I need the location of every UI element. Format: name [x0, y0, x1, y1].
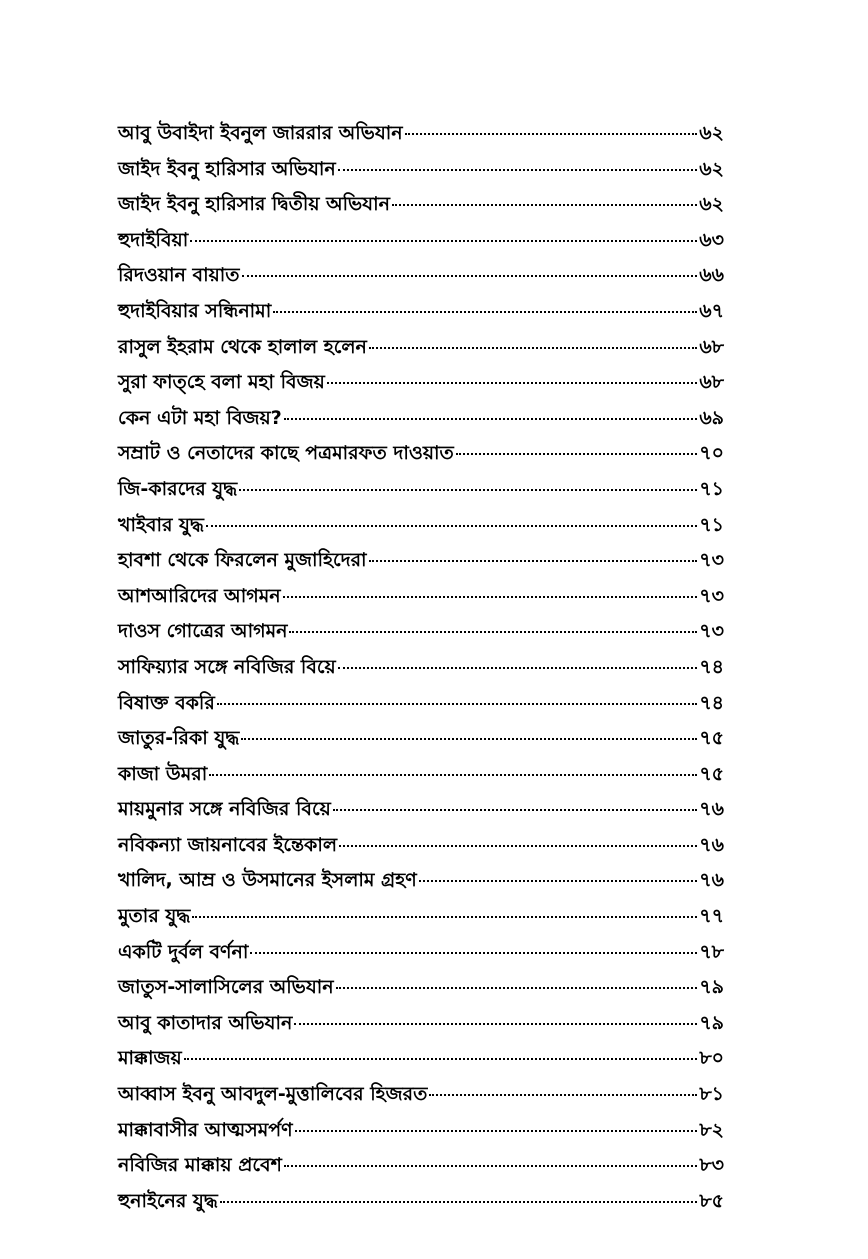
entry-title: সাফিয়্যার সঙ্গে নবিজির বিয়ে	[118, 655, 336, 678]
entry-page-number: ৬২	[699, 122, 724, 144]
entry-page-number: ৭৫	[699, 727, 724, 750]
entry-title: মায়মুনার সঙ্গে নবিজির বিয়ে	[118, 798, 331, 821]
dot-leader	[242, 275, 698, 277]
entry-title: কাজা উমরা	[118, 762, 208, 785]
toc-entry	[118, 258, 724, 294]
entry-page-number: ৭৪	[699, 691, 724, 714]
toc-entry	[118, 365, 724, 401]
toc-entry	[118, 1148, 724, 1184]
toc-entry	[118, 970, 724, 1006]
entry-page-number: ৭১	[699, 477, 724, 500]
entry-page-number: ৭৬	[699, 833, 724, 856]
toc-entry	[118, 223, 724, 259]
dot-leader	[294, 1023, 697, 1025]
entry-page-number: ৭৩	[699, 620, 724, 643]
toc-entry	[118, 935, 724, 971]
entry-page-number: ৮৫	[699, 1189, 724, 1212]
entry-page-number: ৭৫	[699, 762, 724, 785]
entry-page-number: ৬৮	[699, 371, 724, 394]
entry-title: আব্বাস ইবনু আবদুল-মুত্তালিবের হিজরত	[118, 1083, 428, 1106]
entry-title: রাসুল ইহরাম থেকে হালাল হলেন	[118, 335, 367, 358]
toc-entry	[118, 472, 724, 508]
dot-leader	[327, 382, 698, 384]
dot-leader	[429, 1094, 697, 1096]
entry-title: জাতুর-রিকা যুদ্ধ	[118, 727, 240, 750]
toc-entry	[118, 187, 724, 223]
toc-entry	[118, 436, 724, 472]
entry-page-number: ৬২	[699, 157, 724, 180]
dot-leader	[190, 240, 697, 242]
entry-title: সম্রাট ও নেতাদের কাছে পত্রমারফত দাওয়াত	[118, 442, 454, 465]
toc-entry	[118, 1077, 724, 1113]
dot-leader	[295, 1130, 698, 1132]
entry-page-number: ৬৩	[699, 228, 724, 251]
entry-title: নবিকন্যা জায়নাবের ইন্তেকাল	[118, 833, 338, 856]
entry-page-number: ৭৩	[699, 549, 724, 572]
entry-page-number: ৬২	[699, 193, 724, 216]
entry-title: খালিদ, আম্র ও উসমানের ইসলাম গ্রহণ	[118, 869, 417, 892]
entry-page-number: ৬৯	[699, 406, 724, 429]
dot-leader	[369, 347, 697, 349]
entry-title: হুদাইবিয়ার সন্ধিনামা	[118, 299, 272, 322]
dot-leader	[338, 169, 698, 171]
toc-entry	[118, 1113, 724, 1149]
entry-title: একটি দুর্বল বর্ণনা	[118, 940, 249, 963]
entry-page-number: ৭০	[699, 442, 724, 465]
entry-title: মাক্কাবাসীর আত্মসমর্পণ	[118, 1118, 293, 1141]
entry-page-number: ৭৭	[699, 905, 724, 928]
dot-leader	[206, 525, 697, 527]
toc-entry	[118, 579, 724, 615]
entry-title: কেন এটা মহা বিজয়?	[118, 406, 282, 429]
entry-page-number: ৭৯	[699, 1011, 724, 1034]
dot-leader	[339, 845, 697, 847]
entry-page-number: ৮০	[699, 1047, 724, 1070]
dot-leader	[209, 774, 697, 776]
dot-leader	[220, 1201, 698, 1203]
entry-page-number: ৬৬	[699, 264, 724, 287]
entry-title: হুদাইবিয়া	[118, 228, 189, 251]
entry-page-number: ৮৩	[699, 1154, 724, 1177]
entry-page-number: ৭৩	[699, 584, 724, 607]
entry-title: আবু উবাইদা ইবনুল জাররার অভিযান	[118, 122, 403, 144]
toc-entry	[118, 508, 724, 544]
dot-leader	[284, 1165, 697, 1167]
entry-title: আশআরিদের আগমন	[118, 584, 281, 607]
dot-leader	[217, 703, 697, 705]
entry-page-number: ৭৪	[699, 655, 724, 678]
entry-title: মাক্কাজয়	[118, 1047, 182, 1070]
toc-entry	[118, 330, 724, 366]
entry-page-number: ৬৮	[699, 335, 724, 358]
dot-leader	[392, 204, 697, 206]
toc-entry	[118, 152, 724, 188]
dot-leader	[284, 418, 698, 420]
toc-entry	[118, 543, 724, 579]
toc-entry	[118, 899, 724, 935]
entry-page-number: ৭১	[699, 513, 724, 536]
entry-title: নবিজির মাক্কায় প্রবেশ	[118, 1154, 282, 1177]
toc-entry	[118, 1006, 724, 1042]
entry-page-number: ৭৮	[699, 940, 724, 963]
entry-title: জাইদ ইবনু হারিসার দ্বিতীয় অভিযান	[118, 193, 390, 216]
entry-page-number: ৮১	[699, 1083, 724, 1106]
entry-title: দাওস গোত্রের আগমন	[118, 620, 288, 643]
dot-leader	[241, 738, 697, 740]
dot-leader	[419, 880, 698, 882]
toc-entry	[118, 828, 724, 864]
dot-leader	[405, 133, 698, 135]
entry-title: আবু কাতাদার অভিযান	[118, 1011, 293, 1034]
entry-page-number: ৭৬	[699, 798, 724, 821]
entry-title: জাইদ ইবনু হারিসার অভিযান	[118, 157, 336, 180]
table-of-contents	[118, 116, 724, 1219]
dot-leader	[184, 1058, 698, 1060]
entry-title: খাইবার যুদ্ধ	[118, 513, 204, 536]
dot-leader	[283, 596, 698, 598]
entry-title: জি-কারদের যুদ্ধ	[118, 477, 238, 500]
dot-leader	[333, 809, 697, 811]
dot-leader	[250, 952, 697, 954]
toc-entry	[118, 863, 724, 899]
entry-title: জাতুস-সালাসিলের অভিযান	[118, 976, 334, 999]
dot-leader	[289, 631, 697, 633]
dot-leader	[369, 560, 698, 562]
dot-leader	[239, 489, 697, 491]
entry-title: সুরা ফাত্‌হে বলা মহা বিজয়	[118, 371, 325, 394]
toc-entry	[118, 757, 724, 793]
entry-page-number: ৭৯	[699, 976, 724, 999]
entry-page-number: ৭৬	[699, 869, 724, 892]
toc-entry	[118, 792, 724, 828]
toc-entry	[118, 294, 724, 330]
toc-entry	[118, 614, 724, 650]
dot-leader	[456, 453, 697, 455]
toc-entry	[118, 116, 724, 152]
toc-entry	[118, 401, 724, 437]
toc-entry	[118, 1184, 724, 1220]
toc-entry	[118, 686, 724, 722]
dot-leader	[192, 916, 697, 918]
toc-entry	[118, 721, 724, 757]
dot-leader	[273, 311, 697, 313]
entry-title: মুতার যুদ্ধ	[118, 905, 191, 928]
toc-entry	[118, 1041, 724, 1077]
toc-entry	[118, 650, 724, 686]
dot-leader	[338, 667, 698, 669]
entry-page-number: ৮২	[699, 1118, 724, 1141]
entry-page-number: ৬৭	[699, 299, 724, 322]
entry-title: রিদওয়ান বায়াত	[118, 264, 240, 287]
entry-title: হুনাইনের যুদ্ধ	[118, 1189, 218, 1212]
entry-title: হাবশা থেকে ফিরলেন মুজাহিদেরা	[118, 549, 367, 572]
dot-leader	[336, 987, 698, 989]
entry-title: বিষাক্ত বকরি	[118, 691, 215, 714]
